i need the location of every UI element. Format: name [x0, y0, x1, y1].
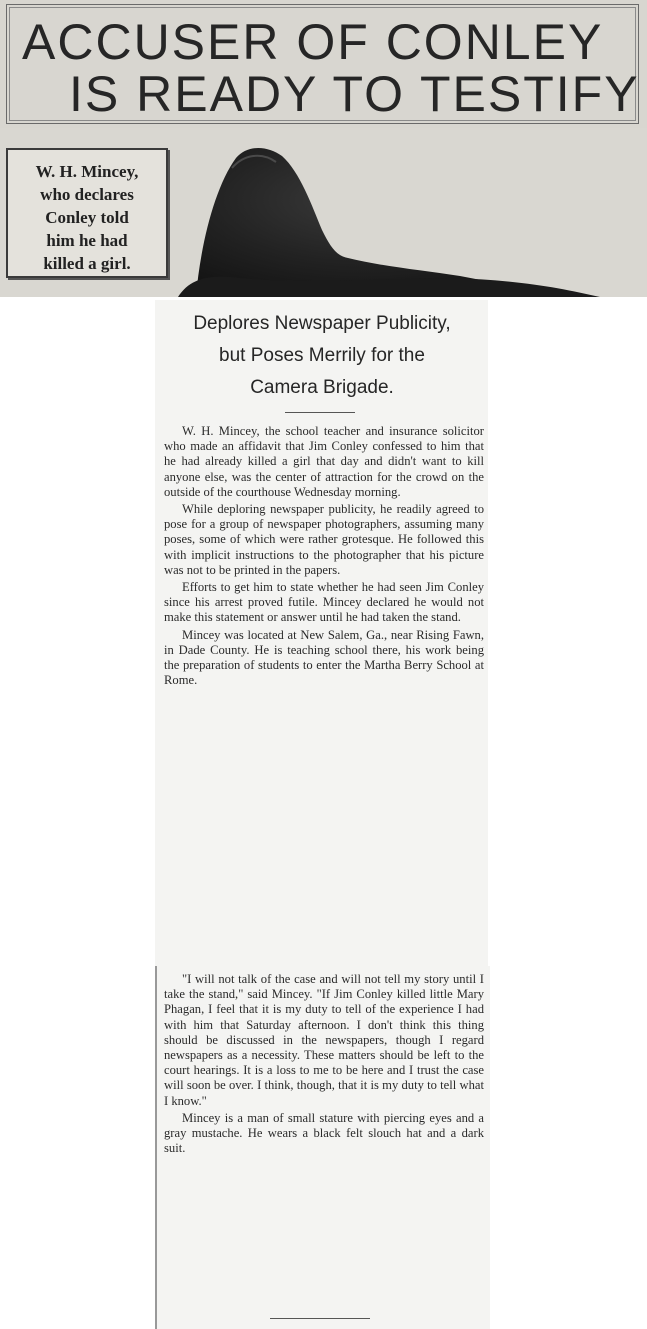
photo-caption — [6, 148, 168, 278]
banner — [0, 0, 647, 297]
caption-line: him he had — [46, 231, 128, 250]
article-paragraph: Efforts to get him to state whether he had seen Jim Conley since his arrest proved futile. Mincey declared he would not make this statement or answer until he had taken the stand. — [164, 580, 484, 625]
article-paragraph: "I will not talk of the case and will not tell my story until I take the stand," said Mincey. "If Jim Conley killed little Mary Phagan, I feel that it is my duty to tell of the experience I had with him that Saturday afternoon. I don't think this thing should be discussed in the newspapers, though I regard newspapers as a necessity. These matters should be left to the court hearings. It is a loss to me to be here and I trust the case will soon be over. I think, though, that it is my duty to tell what I know." — [164, 972, 484, 1108]
subheadline-line: Deplores Newspaper Publicity, — [193, 313, 451, 334]
subheadline-line: Camera Brigade. — [250, 377, 394, 398]
headline-line-1: ACCUSER OF CONLEY — [22, 14, 604, 70]
article-paragraph: W. H. Mincey, the school teacher and insurance solicitor who made an affidavit that Jim Conley confessed to him that he had already killed a girl that day and didn't want to kill anyone else, was the center of attraction for the crowd on the outside of the courthouse Wednesday morning. — [164, 424, 484, 499]
article-paragraph: Mincey was located at New Salem, Ga., near Rising Fawn, in Dade County. He is teaching school there, his work being the preparation of students to enter the Martha Berry School at Rome. — [164, 627, 484, 688]
article-body-continued — [164, 972, 484, 1158]
end-rule — [270, 1318, 370, 1319]
caption-line: who declares — [40, 185, 134, 204]
article-paragraph: Mincey is a man of small stature with piercing eyes and a gray mustache. He wears a black felt slouch hat and a dark suit. — [164, 1110, 484, 1156]
subheadline — [162, 308, 482, 404]
caption-line: W. H. Mincey, — [35, 162, 139, 181]
headline-line-2: IS READY TO TESTIFY — [69, 66, 640, 122]
subheadline-line: but Poses Merrily for the — [219, 345, 425, 366]
article-paragraph: While deploring newspaper publicity, he readily agreed to pose for a group of newspaper photographers, assuming many poses, some of which were rather grotesque. He followed this with implicit instructions to the photographer that his picture was not to be printed in the papers. — [164, 502, 484, 577]
headline-box — [6, 4, 639, 124]
caption-line: killed a girl. — [43, 254, 131, 273]
article-body — [164, 424, 484, 690]
caption-line: Conley told — [45, 208, 129, 227]
section-divider — [285, 412, 355, 413]
